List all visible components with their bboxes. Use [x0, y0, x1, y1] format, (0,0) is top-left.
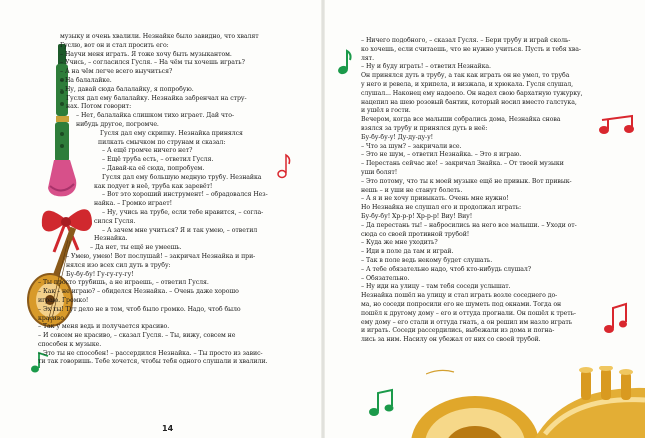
text-line: нацепил на шею розовый бантик, который носил вместо галстука,	[361, 98, 577, 106]
text-line: сился Гусля.	[94, 217, 136, 225]
text-line: лят.	[361, 54, 375, 62]
text-line: – Ну, давай сюда балалайку, я попробую.	[60, 85, 194, 93]
text-line: – Перестань сейчас же! – закричал Знайка. – От твоей музыки	[361, 160, 564, 168]
text-line: – Это ты не способен! – рассердился Незнайка. – Ты просто из завис-	[38, 349, 263, 357]
text-line: пошёл к другому дому – его и оттуда прогнали. Он пошёл к треть-	[361, 309, 576, 317]
text-line: Но Незнайка не слушал его и продолжал играть:	[361, 204, 521, 212]
text-line: Незнайка.	[94, 235, 128, 243]
left-page-text	[38, 33, 282, 367]
text-line: уши болят!	[361, 168, 398, 176]
text-line: Гуслю, вот он и стал просить его:	[60, 41, 169, 49]
text-line: нах. Потом говорит:	[66, 103, 132, 111]
book-gutter	[321, 0, 325, 438]
text-line: – Это потому, что ты к моей музыке ещё не привык. Вот привык-	[361, 177, 572, 185]
text-line: – А на чём легче всего выучиться?	[60, 68, 173, 76]
text-line: – На балалайке.	[60, 76, 112, 84]
text-line: у него и ревела, и хрипела, и визжала, и хрюкала. Гусля слушал,	[361, 80, 574, 88]
text-line: лись за ним. Насилу он убежал от них со своей трубой.	[361, 336, 541, 344]
text-line: ма, но соседи попросили его не шуметь под окнами. Тогда он	[361, 300, 562, 308]
right-page-text	[361, 37, 589, 345]
text-line: найка. – Громко играет!	[94, 200, 173, 208]
text-line: – Вот это хороший инструмент! – обрадовался Нез-	[102, 191, 268, 199]
text-line: – Учись, – согласился Гусля. – На чём ты хочешь играть?	[60, 59, 245, 67]
text-line: нешь – и уши не станут болеть.	[361, 186, 463, 194]
green-note-icon-bottom-right	[368, 388, 398, 418]
text-line: Бу-бу-бу! Гу-гу-гу-гу!	[66, 270, 134, 278]
text-line: – Ещё труба есть, – ответил Гусля.	[102, 156, 214, 164]
text-line: – И совсем не красиво, – сказал Гусля. – Ты, вижу, совсем не	[38, 332, 236, 340]
page-number: 14	[162, 424, 174, 433]
text-line: пилкать смычком по струнам и сказал:	[98, 138, 226, 146]
text-line: Гусля дал ему скрипку. Незнайка принялся	[100, 129, 243, 137]
text-line: – Как – не играю? – обиделся Незнайка. – Очень даже хорошо	[38, 288, 239, 296]
text-line: – Да нет, ты ещё не умеешь.	[90, 244, 182, 252]
text-line: слушал... Наконец ему надоело. Он надел свою бархатную тужурку,	[361, 89, 583, 97]
text-line: музыку и очень хвалили. Незнайке было завидно, что хвалят	[60, 33, 259, 40]
text-line: – Ну и буду играть! – ответил Незнайка.	[361, 63, 491, 71]
green-note-icon	[338, 48, 354, 76]
text-line: – Обязательно.	[361, 274, 410, 282]
text-line: – Куда же мне уходить?	[361, 239, 438, 247]
text-line: Гусля дал ему большую медную трубу. Незнайка	[102, 173, 262, 181]
red-note-icon-right-top	[598, 112, 638, 136]
text-line: – А зачем мне учиться? Я и так умею, – ответил	[102, 226, 258, 234]
text-line: – Так у меня ведь и получается красиво.	[38, 323, 170, 331]
text-line: и играть. Соседи рассердились, выбежали из дома и погна-	[361, 327, 555, 335]
text-line: сюда со своей противной трубой!	[361, 230, 470, 238]
text-line: ко хочешь, если считаешь, что не нужно учиться. Пусть и тебя хва-	[361, 45, 581, 53]
text-line: – Ты просто трубишь, а не играешь, – ответил Гусля.	[38, 279, 209, 287]
text-line: – Давай-ка её сюда, попробуем.	[102, 164, 205, 172]
text-line: – А тебе обязательно надо, чтоб кто-нибудь слушал?	[361, 265, 532, 273]
text-line: нялся изо всех сил дуть в трубу:	[66, 261, 171, 269]
text-line: играю. Громко!	[38, 296, 89, 304]
text-line: как подует в неё, труба как заревёт!	[94, 182, 213, 190]
text-line: и ушёл в гости.	[361, 107, 411, 115]
text-line: – Ничего подобного, – сказал Гусля. – Бери трубу и играй сколь-	[361, 37, 571, 44]
text-line: – А я и не хочу привыкать. Очень мне нужно!	[361, 195, 509, 203]
text-line: Он принялся дуть в трубу, а так как играть он не умел, то труба	[361, 72, 570, 80]
text-line: Бу-бу-бу-у! Ду-ду-ду-у!	[361, 133, 434, 141]
text-line: – Научи меня играть. Я тоже хочу быть музыкантом.	[60, 50, 232, 58]
text-line: – А ещё громче ничего нет?	[102, 147, 193, 155]
text-line: Гусля дал ему балалайку. Незнайка забренчал на стру-	[66, 94, 247, 102]
text-line: – Умею, умею! Вот послушай! – закричал Незнайка и при-	[66, 252, 256, 260]
text-line: – Это не шум, – ответил Незнайка. – Это я играю.	[361, 151, 522, 159]
brass-trumpet-illustration	[405, 366, 645, 438]
text-line: – Так в поле ведь некому будет слушать.	[361, 256, 493, 264]
text-line: – Что за шум? – закричали все.	[361, 142, 462, 150]
text-line: – Ну, учись на трубе, если тебе нравится, – согла-	[102, 208, 264, 216]
text-line: нибудь другое, погромче.	[76, 120, 159, 128]
text-line: Бу-бу-бу! Хр-р-р! Хр-р-р! Виу! Виу!	[361, 212, 473, 220]
text-line: Незнайка пошёл на улицу и стал играть возле соседнего до-	[361, 292, 558, 300]
text-line: красиво.	[38, 314, 66, 322]
text-line: – Да перестань ты! – набросились на него все малыши. – Уходи от-	[361, 221, 577, 229]
text-line: способен к музыке.	[38, 340, 102, 348]
text-line: – Иди в поле да там и играй.	[361, 248, 454, 256]
text-line: ти так говоришь. Тебе хочется, чтобы тебя одного слушали и хвалили.	[38, 358, 268, 366]
red-note-icon-right	[602, 302, 632, 336]
text-line: ему дому – его стали и оттуда гнать, а он решил им назло играть	[361, 318, 573, 326]
text-line: – Нет, балалайка слишком тихо играет. Дай что-	[76, 112, 235, 120]
text-line: взялся за трубу и принялся дуть в неё:	[361, 124, 488, 132]
text-line: – Эх ты! Тут дело не в том, чтоб было громко. Надо, чтоб было	[38, 305, 241, 313]
text-line: – Ну иди на улицу – там тебя соседи услышат.	[361, 283, 511, 291]
text-line: Вечером, когда все малыши собрались дома, Незнайка снова	[361, 116, 561, 124]
